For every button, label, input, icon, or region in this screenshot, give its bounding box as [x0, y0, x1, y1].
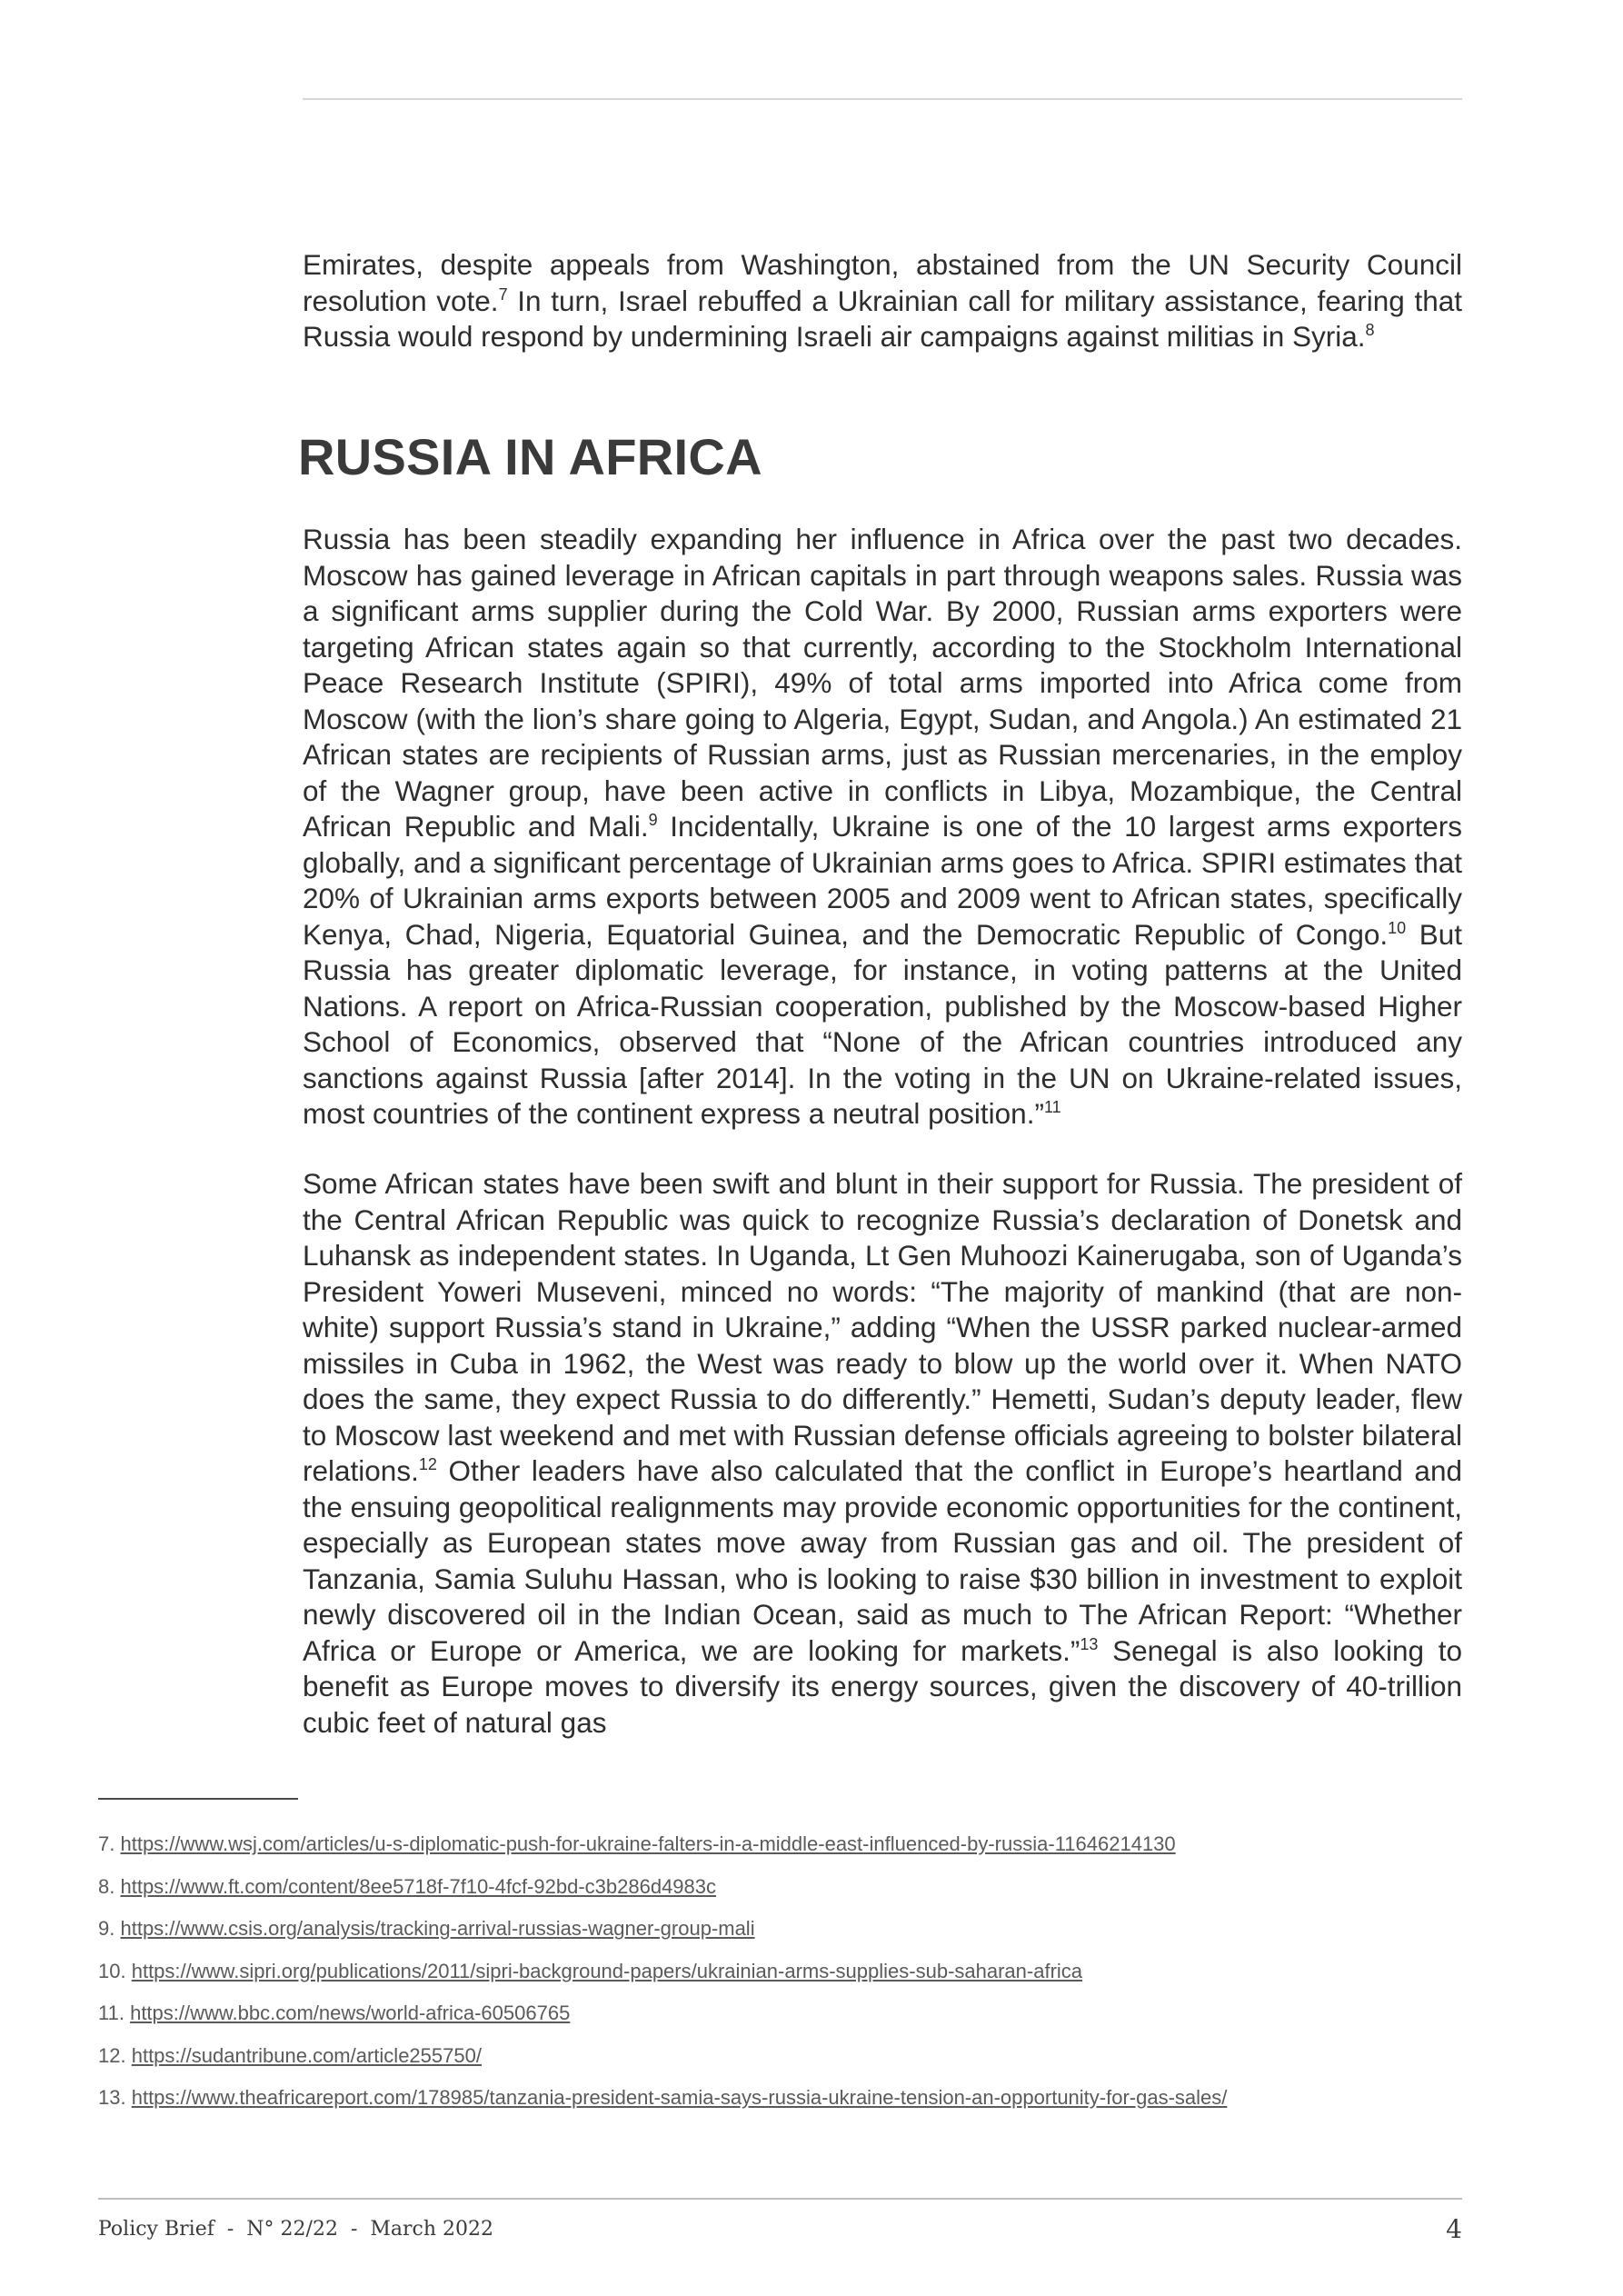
footnote-ref-9[interactable]: 9: [648, 811, 658, 829]
footnote-list: [98, 1831, 1461, 2127]
footnote-ref-10[interactable]: 10: [1388, 918, 1407, 937]
footnote-ref-7[interactable]: 7: [498, 285, 508, 304]
footnote-item: [98, 1915, 1461, 1958]
text-run: Russia has been steadily expanding her influence in Africa over the past two decades. Moscow has gained leverage in African capitals in part through weapons sales. Russia was a significant arms supplier during the Cold War. By 2000, Russian arms exporters were targeting African states again so that currently, according to the Stockholm International Peace Research Institute (SPIRI), 49% of total arms imported into Africa come from Moscow (with the lion’s share going to Algeria, Egypt, Sudan, and Angola.) An estimated 21 African states are recipients of Russian arms, just as Russian mercenaries, in the employ of the Wagner group, have been active in conflicts in Libya, Mozambique, the Central African Republic and Mali.: [303, 523, 1462, 843]
text-run: Incidentally, Ukraine is one of the 10 largest arms exporters globally, and a significant percentage of Ukrainian arms goes to Africa. SPIRI estimates that 20% of Ukrainian arms exports between 2005 and 2009 went to African states, specifically Kenya, Chad, Nigeria, Equatorial Guinea, and the Democratic Republic of Congo.: [303, 810, 1462, 951]
footnote-ref-8[interactable]: 8: [1365, 321, 1375, 339]
text-run: In turn, Israel rebuffed a Ukrainian call for military assistance, fearing that Russia would respond by undermining Israeli air campaigns against militias in Syria.: [303, 284, 1463, 353]
footer-publication: Policy Brief: [98, 2218, 214, 2241]
footnote-number: 12.: [98, 2043, 126, 2067]
footnote-item: [98, 1873, 1461, 1916]
footnote-link[interactable]: https://www.wsj.com/articles/u-s-diplomatic-push-for-ukraine-falters-in-a-middle-east-influenced-by-russia-11646214130: [120, 1832, 1176, 1855]
text-run: Senegal is also looking to benefit as Europe moves to diversify its energy sources, given the discovery of 40-trillion cubic feet of natural gas: [303, 1633, 1462, 1739]
footnote-number: 13.: [98, 2086, 126, 2109]
footnote-link[interactable]: https://www.bbc.com/news/world-africa-60506765: [130, 2002, 571, 2024]
footnote-item: [98, 2084, 1461, 2127]
footnote-number: 8.: [98, 1874, 115, 1898]
footnote-link[interactable]: https://www.sipri.org/publications/2011/sipri-background-papers/ukrainian-arms-supplies-sub-saharan-africa: [131, 1959, 1083, 1982]
footnote-item: [98, 1831, 1461, 1873]
footnote-item: [98, 2042, 1461, 2085]
footer-issue: N° 22/22: [246, 2218, 338, 2241]
footnote-link[interactable]: https://www.csis.org/analysis/tracking-arrival-russias-wagner-group-mali: [120, 1917, 755, 1940]
footnote-item: [98, 2000, 1461, 2042]
footer-divider: [98, 2198, 1462, 2200]
footer-date: March 2022: [370, 2218, 494, 2241]
footnote-ref-13[interactable]: 13: [1080, 1634, 1099, 1653]
page-number: 4: [1446, 2214, 1462, 2244]
footnote-link[interactable]: https://sudantribune.com/article255750/: [131, 2043, 482, 2067]
footnote-ref-11[interactable]: 11: [1043, 1098, 1061, 1116]
text-run: Other leaders have also calculated that the conflict in Europe’s heartland and the ensuing geopolitical realignments may provide economic opportunities for the continent, especially as European states move away from Russian gas and oil. The president of Tanzania, Samia Suluhu Hassan, who is looking to raise $30 billion in investment to exploit newly discovered oil in the Indian Ocean, said as much to The African Report: “Whether Africa or Europe or America, we are looking for markets.”: [303, 1454, 1462, 1667]
text-run: Some African states have been swift and blunt in their support for Russia. The president of the Central African Republic was quick to recognize Russia’s declaration of Donetsk and Luhansk as independent states. In Uganda, Lt Gen Muhoozi Kainerugaba, son of Uganda’s President Yoweri Museveni, minced no words: “The majority of mankind (that are non-white) support Russia’s stand in Ukraine,” adding “When the USSR parked nuclear-armed missiles in Cuba in 1962, the West was ready to blow up the world over it. When NATO does the same, they expect Russia to do differently.” Hemetti, Sudan’s deputy leader, flew to Moscow last weekend and met with Russian defense officials agreeing to bolster bilateral relations.: [303, 1167, 1462, 1487]
footer-separator: -: [226, 2218, 234, 2241]
body-paragraph-2: [303, 1166, 1462, 1741]
footnote-ref-12[interactable]: 12: [418, 1455, 437, 1473]
text-run: But Russia has greater diplomatic leverage, for instance, in voting patterns at the United Nations. A report on Africa-Russian cooperation, published by the Moscow-based Higher School of Economics, observed that “None of the African countries introduced any sanctions against Russia [after 2014]. In the voting in the UN on Ukraine-related issues, most countries of the continent express a neutral position.”: [303, 917, 1462, 1130]
footnote-link[interactable]: https://www.theafricareport.com/178985/tanzania-president-samia-says-russia-ukraine-tension-an-opportunity-for-gas-sales/: [131, 2086, 1228, 2109]
footnote-item: [98, 1958, 1461, 2001]
body-paragraph-1: [303, 522, 1462, 1133]
footnote-divider: [98, 1798, 298, 1800]
section-heading: RUSSIA IN AFRICA: [298, 428, 762, 485]
intro-paragraph: [303, 247, 1462, 355]
header-divider: [303, 98, 1462, 100]
footer-citation: [98, 2218, 493, 2241]
text-run: Emirates, despite appeals from Washington, abstained from the UN Security Council resolution vote.: [303, 248, 1462, 317]
footnote-number: 9.: [98, 1917, 115, 1940]
footnote-number: 10.: [98, 1959, 126, 1982]
footnote-number: 7.: [98, 1832, 115, 1855]
footnote-link[interactable]: https://www.ft.com/content/8ee5718f-7f10-4fcf-92bd-c3b286d4983c: [120, 1874, 717, 1898]
footnote-number: 11.: [98, 2002, 124, 2024]
footer-separator: -: [350, 2218, 358, 2241]
